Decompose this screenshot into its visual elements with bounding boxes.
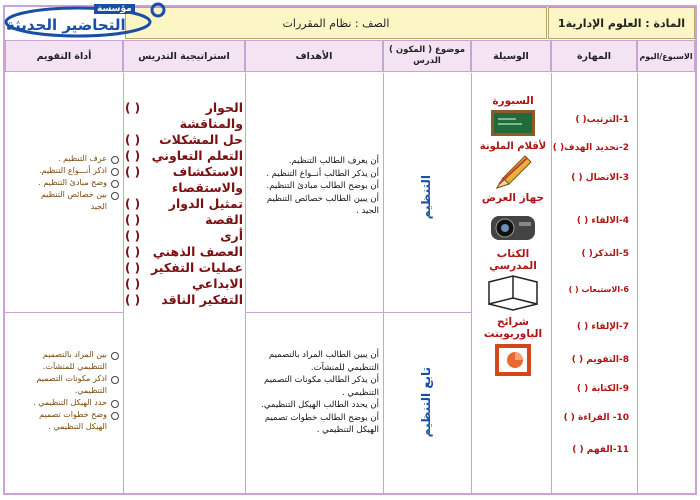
assessment-item: حدد الهيكل التنظيمي . [13, 397, 119, 409]
strategy-check: ( ) [125, 245, 141, 259]
assessment-item: عرف التنظيم . [13, 153, 119, 165]
book-icon [485, 274, 541, 314]
assessment-item: بين خصائص التنظيم [13, 189, 119, 201]
strategy-row [125, 196, 243, 212]
goal-item: أن يحدد الطالب الهيكل التنظيمي. [261, 400, 379, 410]
skill-item: 10- القراءة ( ) [563, 413, 629, 423]
strategy-check: ( ) [125, 149, 141, 163]
skill-item: 3-الاتصال ( ) [571, 173, 629, 183]
col-media-label: الوسيلة [493, 50, 529, 62]
projector-icon [487, 206, 539, 246]
topic-2: تابع التنظيم [419, 367, 433, 438]
goal-item: التنظيمي للمنشآت. [310, 362, 379, 373]
strategy-check: ( ) [125, 101, 141, 115]
strategy-row [125, 212, 243, 228]
assessment-item-cont: التنظيمي للمنشآت. [42, 362, 107, 371]
col-week-label: الاسبوع/اليوم [639, 51, 693, 61]
assessment-item-cont: التنظيمي. [74, 386, 107, 395]
col-goals [245, 40, 383, 72]
assessment-item: بين المراد بالتصميم [13, 349, 119, 361]
strategy-text: حل المشكلات [159, 132, 243, 147]
strategy-row [125, 244, 243, 260]
strategy-row [125, 164, 243, 180]
skill-item: 7-الإلقاء ( ) [576, 322, 629, 332]
strategy-check: ( ) [125, 261, 141, 275]
strategy-check: ( ) [125, 293, 141, 307]
goals-list-1 [249, 155, 379, 218]
assessment-list-2 [13, 349, 119, 433]
strategy-text: الاستكشاف [172, 164, 243, 179]
media-projector-label: جهاز العرض [481, 192, 545, 204]
media-column [475, 95, 551, 495]
skill-item: 4-الالقاء ( ) [576, 216, 629, 226]
strategy-text: التفكير الناقد [161, 292, 243, 307]
assessment-item: وضح خطوات تصميم [13, 409, 119, 421]
skill-item: 2-تحديد الهدف( ) [552, 143, 629, 153]
strategy-row [125, 228, 243, 244]
goal-item: التنظيمي . [341, 387, 379, 398]
powerpoint-icon [493, 342, 533, 378]
chalkboard-icon [490, 109, 536, 139]
goal-item: أن يوضح الطالب خطوات تصميم [264, 412, 379, 423]
assessment-list-1 [13, 153, 119, 213]
strategy-row [125, 276, 243, 292]
strategy-text: العصف الذهني [152, 244, 243, 259]
strategy-row [125, 116, 243, 132]
media-slides-label: شرائح [497, 316, 529, 328]
col-media [471, 40, 551, 72]
strategy-check: ( ) [125, 213, 141, 227]
strategy-row [125, 180, 243, 196]
strategy-row [125, 148, 243, 164]
strategy-row [125, 132, 243, 148]
media-textbook-label: الكتاب المدرسي [489, 248, 537, 272]
strategy-check: ( ) [125, 133, 141, 147]
strategy-text: تمثيل الدوار [168, 196, 243, 211]
goal-item: أن يوضح الطالب مبادئ التنظيم. [266, 181, 379, 191]
goal-item: أن يذكر الطالب أنــواع التنظيم . [266, 168, 379, 179]
class-label: الصف : نظام المقررات [282, 16, 390, 30]
col-topic-label: ( المكون ) موضوع الدرس [389, 45, 465, 66]
strategy-check: ( ) [125, 197, 141, 211]
media-board-label: السبورة [492, 95, 534, 107]
strategy-text: القصة [205, 212, 243, 227]
col-assessment-label: أداة التقويم [36, 50, 92, 62]
strategy-check: ( ) [125, 229, 141, 243]
strategy-row [125, 292, 243, 308]
strategy-check: ( ) [125, 277, 141, 291]
strategy-row [125, 100, 243, 116]
skills-list [552, 73, 635, 493]
strategy-text: أرى [220, 228, 243, 243]
pencil-icon [493, 154, 533, 190]
col-skill-label: المهارة [576, 50, 612, 62]
media-powerpoint-label: الباوربوينت [483, 328, 543, 340]
strategy-text: والمناقشة [179, 116, 243, 131]
logo-title: التحاضير الحديثة [6, 16, 126, 34]
strategy-row [125, 260, 243, 276]
goal-item: الهيكل التنظيمي . [316, 425, 379, 435]
skill-item: 1-الترتيب( ) [575, 115, 629, 125]
strategy-list [125, 100, 243, 308]
col-assessment [5, 40, 123, 72]
strategy-text: والاستقصاء [171, 180, 243, 195]
strategy-text: عمليات التفكير [151, 260, 243, 275]
skill-item: 5-التذكر( ) [581, 249, 629, 259]
logo [0, 0, 200, 40]
strategy-text: الابداعي [192, 276, 243, 291]
assessment-item-cont: الجيد [90, 202, 107, 211]
subject-cell [548, 7, 695, 39]
col-strategy [123, 40, 245, 72]
topic-1: التنظيم [419, 175, 433, 220]
assessment-item-cont: الهيكل التنظيمي . [48, 422, 107, 431]
goals-list-2 [249, 349, 379, 437]
strategy-text: الحوار [205, 100, 243, 115]
col-skill [551, 40, 637, 72]
col-strategy-label: استراتيجية التدريس [138, 50, 230, 62]
assessment-item: اذكر مكونات التصميم [13, 373, 119, 385]
goal-item: أن يعرف الطالب التنظيم. [288, 156, 379, 166]
col-topic [383, 40, 471, 72]
goal-item: أن يبين الطالب خصائص التنظيم الجيد . [266, 193, 379, 216]
media-pens-label: لأقلام الملونة [479, 141, 547, 152]
skill-item: 6-الاستيعاب ( ) [568, 285, 629, 294]
logo-small-text: مؤسسة [94, 4, 135, 14]
assessment-item: وضح مبادئ التنظيم . [13, 177, 119, 189]
col-goals-label: الأهداف [295, 50, 333, 62]
lesson-plan-table [3, 5, 697, 495]
strategy-text: التعلم التعاوني [151, 148, 243, 163]
skill-item: 8-التقويم ( ) [571, 355, 629, 365]
goal-item: أن يبين الطالب المراد بالتصميم [268, 350, 379, 360]
skill-item: 9-الكتابة ( ) [576, 384, 629, 394]
goal-item: أن يذكر الطالب مكونات التصميم [263, 375, 379, 385]
assessment-item: اذكر أنـــواع التنظيم. [13, 165, 119, 177]
col-week [637, 40, 695, 72]
subject-label: المادة : العلوم الإدارية1 [557, 16, 686, 30]
skill-item: 11-الفهم ( ) [572, 445, 629, 455]
strategy-check: ( ) [125, 165, 141, 179]
